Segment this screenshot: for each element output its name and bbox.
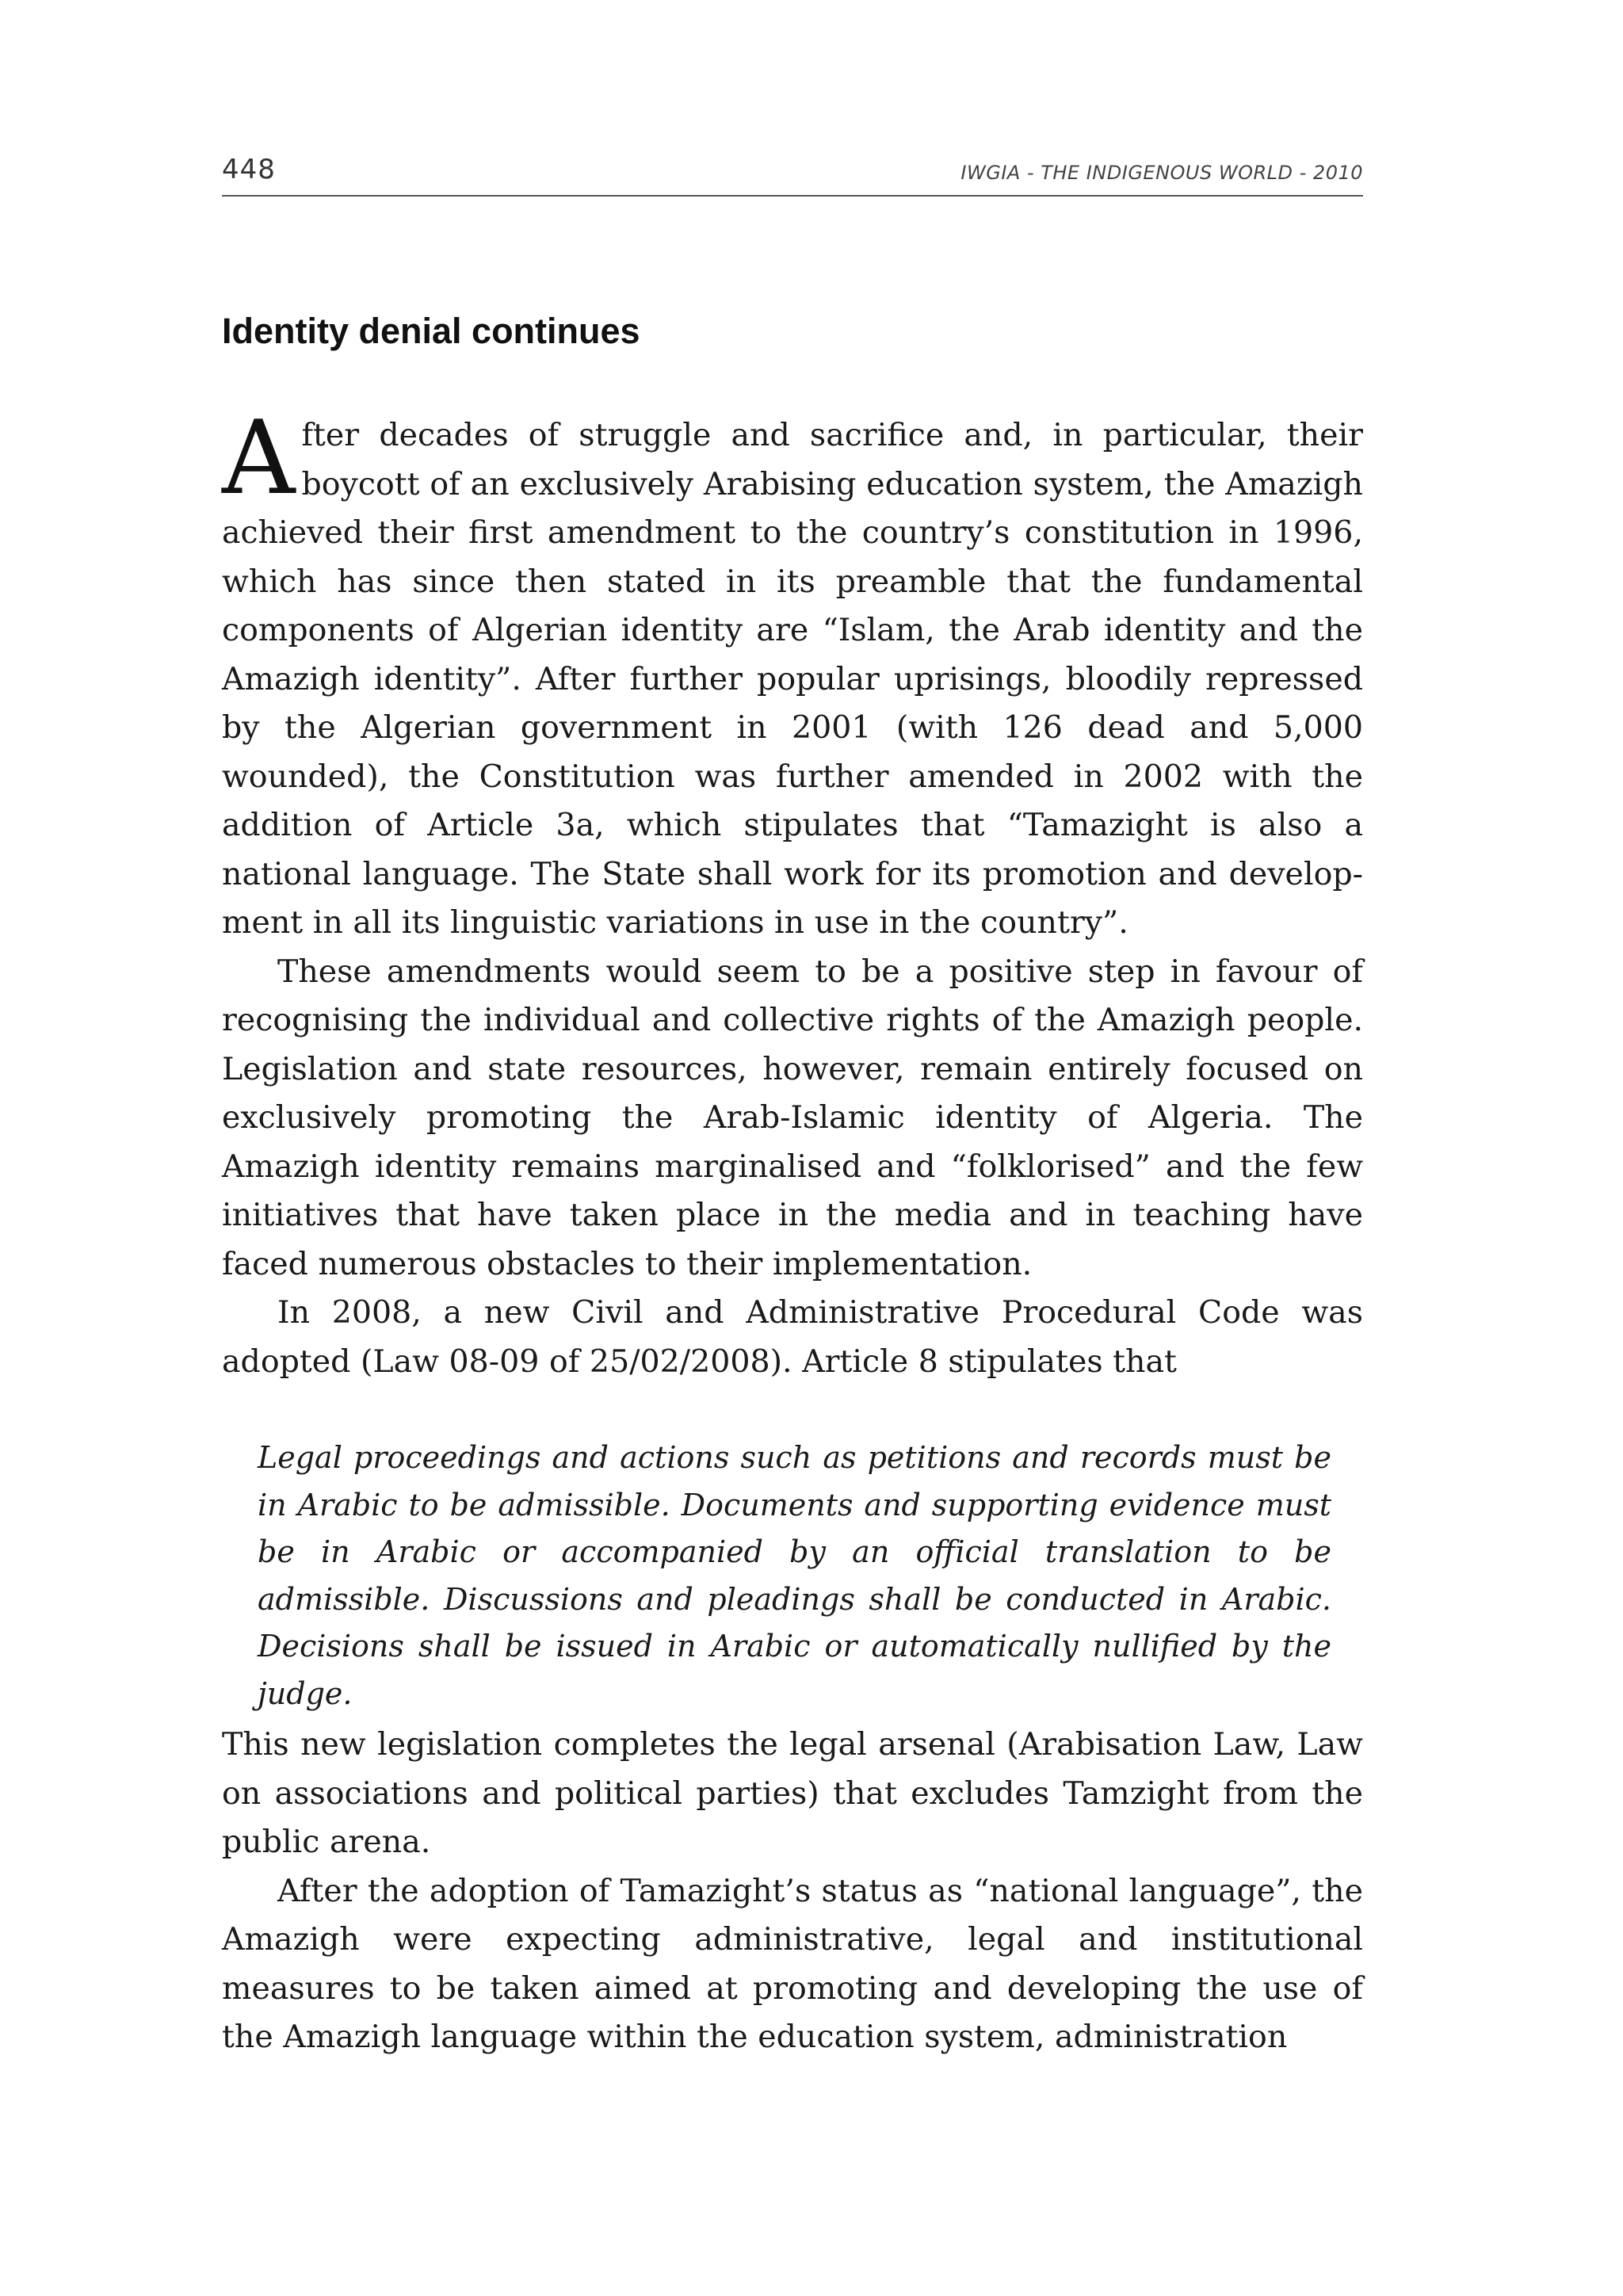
running-header <box>222 152 1363 197</box>
body-text-upper <box>222 399 1363 1386</box>
body-text-lower <box>222 1721 1363 2062</box>
page-number: 448 <box>222 154 276 185</box>
paragraph-4: This new legislation completes the legal arsenal (Arabisation Law, Law on associations and political parties) that excludes Tamzight from the public arena. <box>222 1726 1363 1860</box>
paragraph-3: In 2008, a new Civil and Administrative Procedural Code was adopted (Law 08-09 of 25/02/2008). Article 8 stipulates that <box>222 1294 1363 1380</box>
drop-cap: A <box>222 399 296 518</box>
paragraph-1-text: fter decades of struggle and sacrifice and, in particular, their boycott of an exclusively Arabising education system, the Amazigh achieved their first amendment to the country’s constitution in 1996, which has since then stated in its preamble that the fundamental components of Algerian identity are “Islam, the Arab identity and the Amazigh identity”. After further popular uprisings, bloodily repressed by the Algerian government in 2001 (with 126 dead and 5,000 wounded), the Constitution was further amended in 2002 with the addition of Article 3a, which stipulates that “Tamazight is also a national language. The State shall work for its promotion and development in all its linguistic variations in use in the country”. <box>222 417 1363 941</box>
block-quote: Legal proceedings and actions such as petitions and records must be in Arabic to be admissible. Documents and supporting evidence must be in Arabic or accompanied by an official translation to be admissible. Discussions and pleadings shall be conducted in Arabic. Decisions shall be issued in Arabic or automatically nullified by the judge. <box>258 1440 1331 1711</box>
running-title: IWGIA - THE INDIGENOUS WORLD - 2010 <box>960 162 1363 184</box>
paragraph-2: These amendments would seem to be a positive step in favour of recognising the individual and collective rights of the Amazigh people. Legislation and state resources, however, remain entirely focused on exclusively promoting the Arab-Islamic identity of Algeria. The Amazigh identity remains marginalised and “folklorised” and the few initiatives that have taken place in the media and in teaching have faced numerous obstacles to their implementation. <box>222 953 1363 1282</box>
paragraph-5: After the adoption of Tamazight’s status as “national language”, the Amazigh were expecting administrative, legal and institutional measures to be taken aimed at promoting and developing the use of the Amazigh language within the education system, administration <box>222 1872 1363 2055</box>
section-heading: Identity denial continues <box>222 311 640 351</box>
paragraph-1 <box>222 399 1363 948</box>
